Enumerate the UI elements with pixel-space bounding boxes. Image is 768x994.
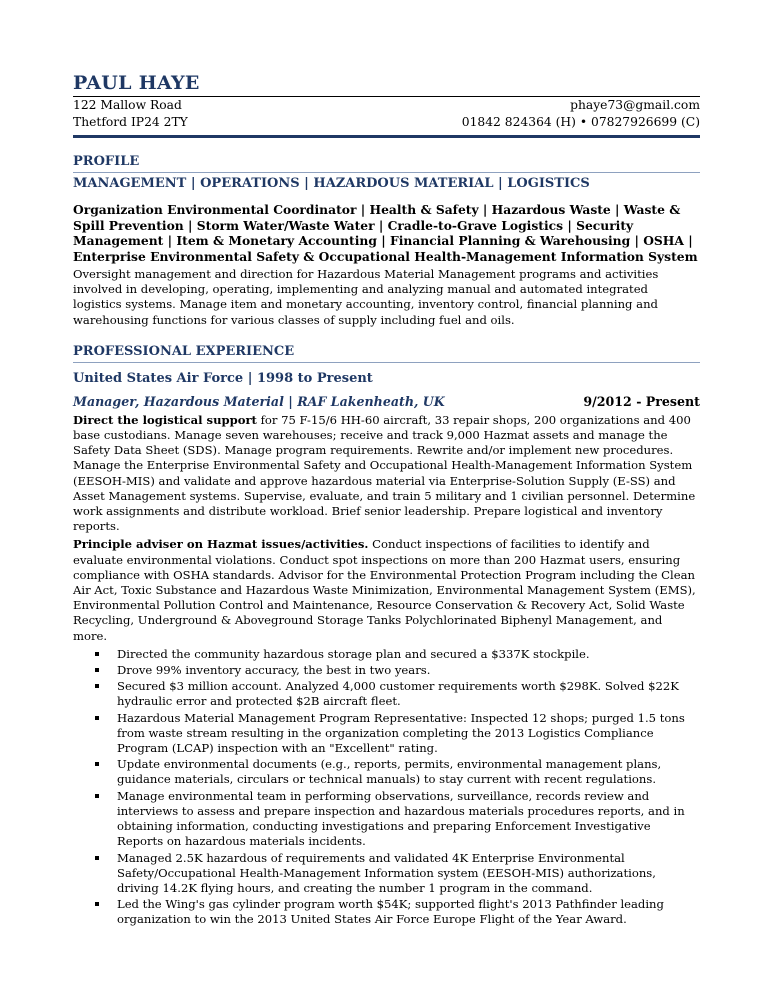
list-item-text: Directed the community hazardous storage plan and secured a $337K stockpile. [117,646,590,661]
experience-section-divider [73,362,700,363]
bullet-square-icon [95,897,105,927]
role-paragraph-1 [73,413,700,535]
contact-row-2 [73,114,700,131]
bullet-square-icon [95,711,105,757]
bullet-square-icon [95,647,105,662]
profile-section-divider [73,172,700,173]
address-line-2: Thetford IP24 2TY [73,115,188,129]
list-item-text: Led the Wing's gas cylinder program worth $54K; supported flight's 2013 Pathfinder leading organization to win the 2013 United States Air Force Europe Flight of the Year Award. [117,897,664,927]
role-row [73,393,700,410]
profile-keywords: Organization Environmental Coordinator | Health & Safety | Hazardous Waste | Waste & Spill Prevention | Storm Water/Waste Water | Cradle-to-Grave Logistics | Security Management | Item & Monetary Accounting | Financial Planning & Warehousing | OSHA | Enterprise Environmental Safety & Occupational Health-Management Information System [73,202,698,264]
list-item [73,663,700,678]
achievement-list [73,647,700,928]
bullet-square-icon [95,851,105,897]
role-paragraph-2 [73,537,700,643]
role-title: Manager, Hazardous Material | RAF Lakenheath, UK [73,393,445,409]
list-item [73,897,700,927]
bullet-square-icon [95,679,105,709]
profile-headline: MANAGEMENT | OPERATIONS | HAZARDOUS MATERIAL | LOGISTICS [73,176,590,191]
list-item [73,647,700,662]
employer-heading: United States Air Force | 1998 to Present [73,370,373,386]
paragraph-1-lead: Direct the logistical support [73,412,257,427]
list-item-text: Manage environmental team in performing observations, surveillance, records review and interviews to assess and prepare inspection and hazardous materials procedures reports, and in obtaining information, conducting investigations and preparing Enforcement Investigative Reports on hazardous materials incidents. [117,788,685,849]
bullet-square-icon [95,789,105,850]
paragraph-1-text: for 75 F-15/6 HH-60 aircraft, 33 repair shops, 200 organizations and 400 base custodians. Manage seven warehouses; receive and track 9,000 Hazmat assets and manage the Safety Data Sheet (SDS). Manage program requirements. Rewrite and/or implement new procedures. Manage the Enterprise Environmental Safety and Occupational Health-Management Information System (EESOH-MIS) and validate and approve hazardous material via Enterprise-Solution Supply (E-SS) and Asset Management systems. Supervise, evaluate, and train 5 military and 1 civilian personnel. Determine work assignments and distribute workload. Brief senior leadership. Prepare logistical and inventory reports. [73,412,696,534]
list-item-text: Secured $3 million account. Analyzed 4,000 customer requirements worth $298K. Solved $22K hydraulic error and protected $2B aircraft fleet. [117,679,679,709]
list-item-text: Hazardous Material Management Program Representative: Inspected 12 shops; purged 1.5 tons from waste stream resulting in the organization completing the 2013 Logistics Compliance Program (LCAP) inspection with an "Excellent" rating. [117,710,685,756]
list-item [73,851,700,897]
bullet-square-icon [95,757,105,787]
list-item-text: Update environmental documents (e.g., reports, permits, environmental management plans, guidance materials, circulars or technical manuals) to stay current with recent regulations. [117,757,662,787]
list-item [73,757,700,787]
phone-numbers: 01842 824364 (H) • 07827926699 (C) [461,115,700,129]
resume-page [73,72,700,928]
experience-section-title: PROFESSIONAL EXPERIENCE [73,343,295,359]
list-item-text: Drove 99% inventory accuracy, the best in two years. [117,663,431,678]
bullet-square-icon [95,663,105,678]
list-item [73,679,700,709]
paragraph-2-lead: Principle adviser on Hazmat issues/activities. [73,537,369,552]
list-item [73,789,700,850]
email[interactable]: phaye73@gmail.com [570,98,700,112]
list-item [73,711,700,757]
address-line-1: 122 Mallow Road [73,98,182,112]
header-divider [73,135,700,138]
role-dates: 9/2012 - Present [583,393,700,409]
candidate-name: PAUL HAYE [73,72,200,94]
list-item-text: Managed 2.5K hazardous of requirements and validated 4K Enterprise Environmental Safety/Occupational Health-Management Information system (EESOH-MIS) authorizations, driving 14.2K flying hours, and creating the number 1 program in the command. [117,850,656,895]
contact-row-1 [73,97,700,114]
paragraph-2-text: Conduct inspections of facilities to identify and evaluate environmental violations. Conduct spot inspections on more than 200 Hazmat users, ensuring compliance with OSHA standards. Advisor for the Environmental Protection Program including the Clean Air Act, Toxic Substance and Hazardous Waste Minimization, Environmental Management System (EMS), Environmental Pollution Control and Maintenance, Resource Conservation & Recovery Act, Solid Waste Recycling, Underground & Aboveground Storage Tanks Polychlorinated Biphenyl Management, and more. [73,537,696,643]
profile-section-title: PROFILE [73,154,140,169]
profile-summary: Oversight management and direction for Hazardous Material Management programs and activities involved in developing, operating, implementing and analyzing manual and automated integrated logistics systems. Manage item and monetary accounting, inventory control, financial planning and warehousing functions for various classes of supply including fuel and oils. [73,267,659,327]
